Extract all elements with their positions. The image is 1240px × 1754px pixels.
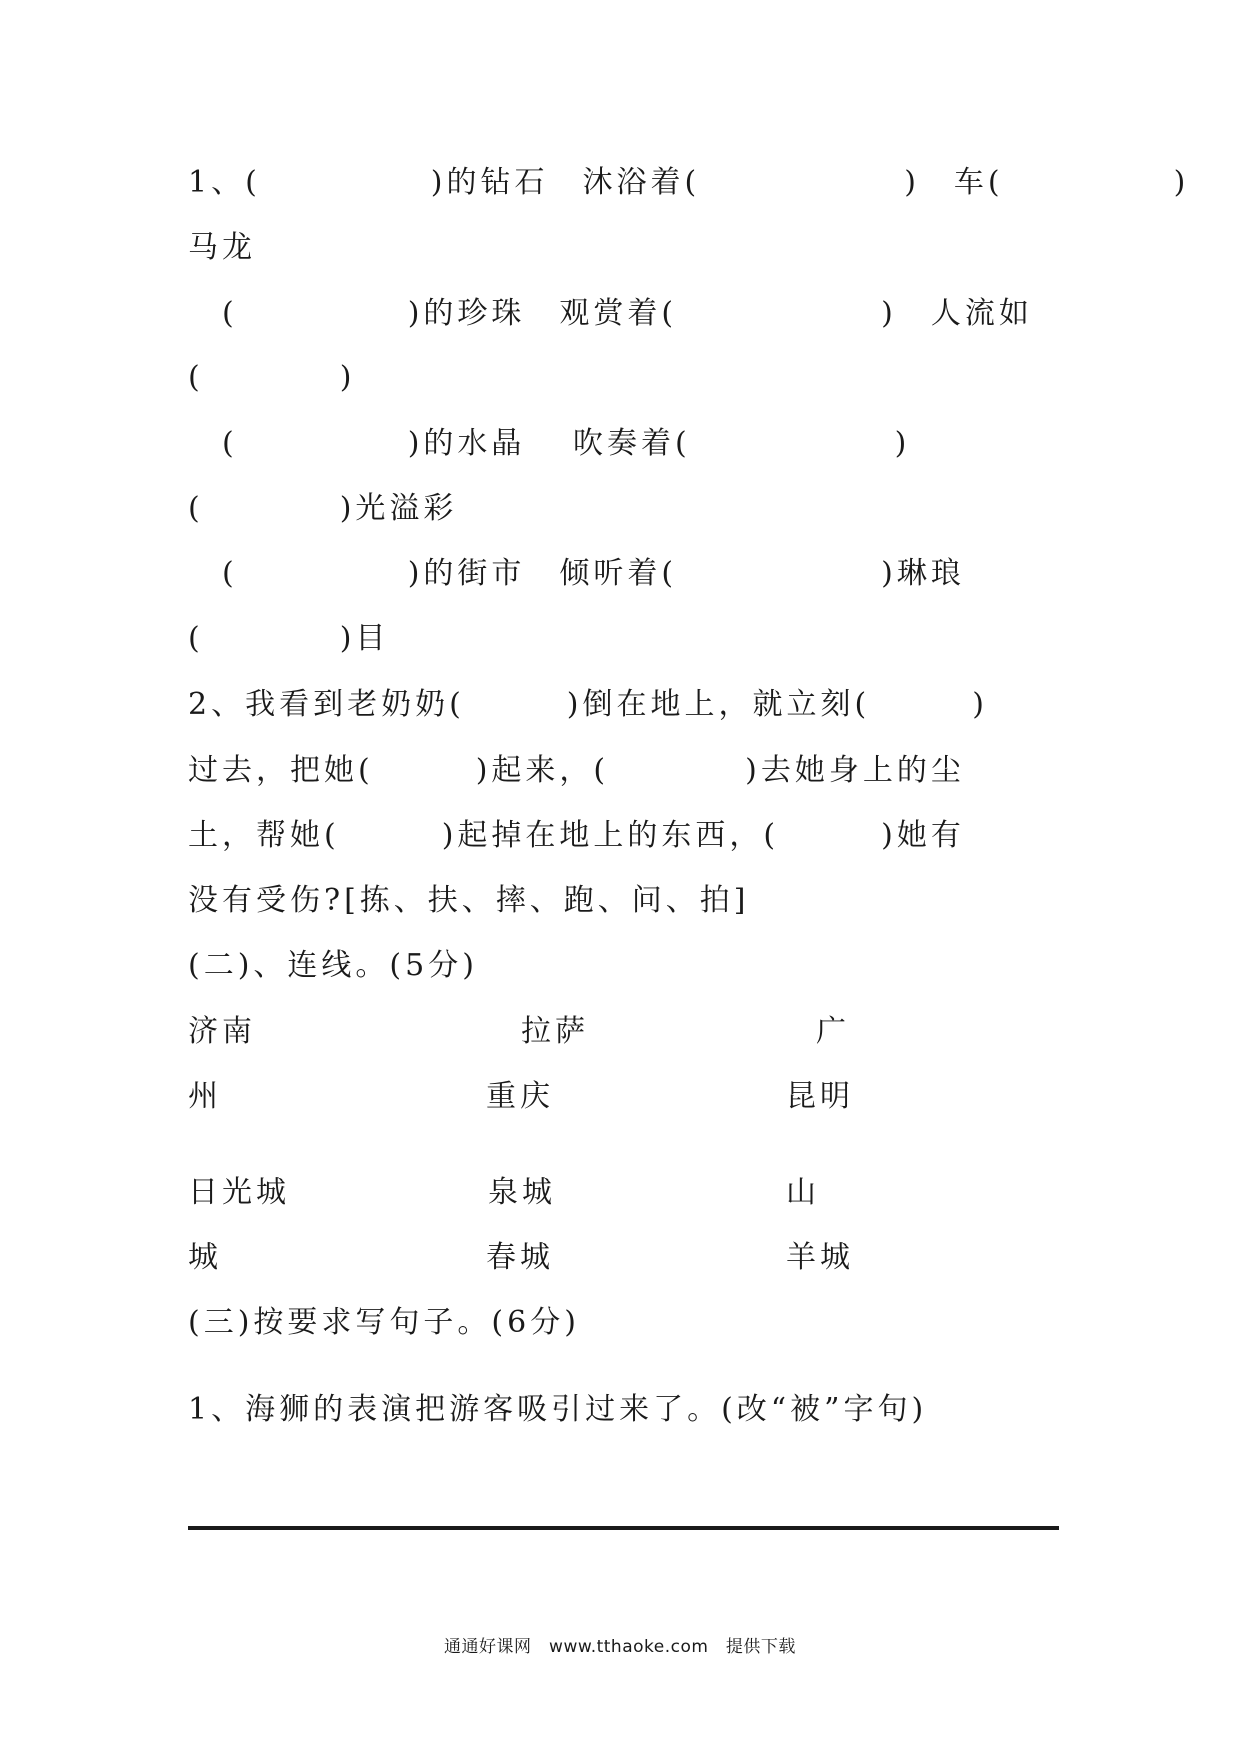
match-item: 重庆	[486, 1079, 554, 1114]
q2-line2: 过去，把她( )起来，( )去她身上的尘	[188, 753, 965, 788]
q2-line3: 土，帮她( )起掉在地上的东西，( )她有	[188, 818, 965, 853]
match-item: 日光城	[188, 1175, 290, 1210]
match-item: 羊城	[786, 1240, 854, 1275]
q1-row1: 1、( )的钻石 沐浴着( ) 车( )	[188, 165, 1190, 200]
match-item: 春城	[486, 1240, 554, 1275]
match-item: 昆明	[786, 1079, 854, 1114]
section3-item1: 1、海狮的表演把游客吸引过来了。(改“被”字句)	[188, 1392, 928, 1427]
q1-row2-continuation: ( )	[188, 360, 356, 395]
section2-heading: (二)、连线。(5分)	[188, 948, 478, 983]
match-item: 山	[786, 1175, 820, 1210]
match-item: 泉城	[488, 1175, 556, 1210]
match-item: 广	[816, 1014, 850, 1049]
match-item: 城	[188, 1240, 222, 1275]
q1-row4-continuation: ( )目	[188, 621, 390, 656]
page-footer: 通通好课网 www.tthaoke.com 提供下载	[444, 1637, 796, 1657]
answer-line	[188, 1526, 1059, 1530]
q1-row1-continuation: 马龙	[188, 230, 256, 265]
section3-heading: (三)按要求写句子。(6分)	[188, 1305, 580, 1340]
q2-line1: 2、我看到老奶奶( )倒在地上，就立刻( )	[188, 687, 988, 722]
match-item: 州	[188, 1079, 222, 1114]
q1-row2: ( )的珍珠 观赏着( ) 人流如	[188, 296, 1033, 331]
match-item: 拉萨	[521, 1014, 589, 1049]
q1-row3-continuation: ( )光溢彩	[188, 491, 458, 526]
q1-row3: ( )的水晶 吹奏着( )	[188, 426, 911, 461]
match-item: 济南	[188, 1014, 256, 1049]
q2-line4: 没有受伤?[拣、扶、摔、跑、问、拍]	[188, 883, 750, 918]
q1-row4: ( )的街市 倾听着( )琳琅	[188, 556, 965, 591]
